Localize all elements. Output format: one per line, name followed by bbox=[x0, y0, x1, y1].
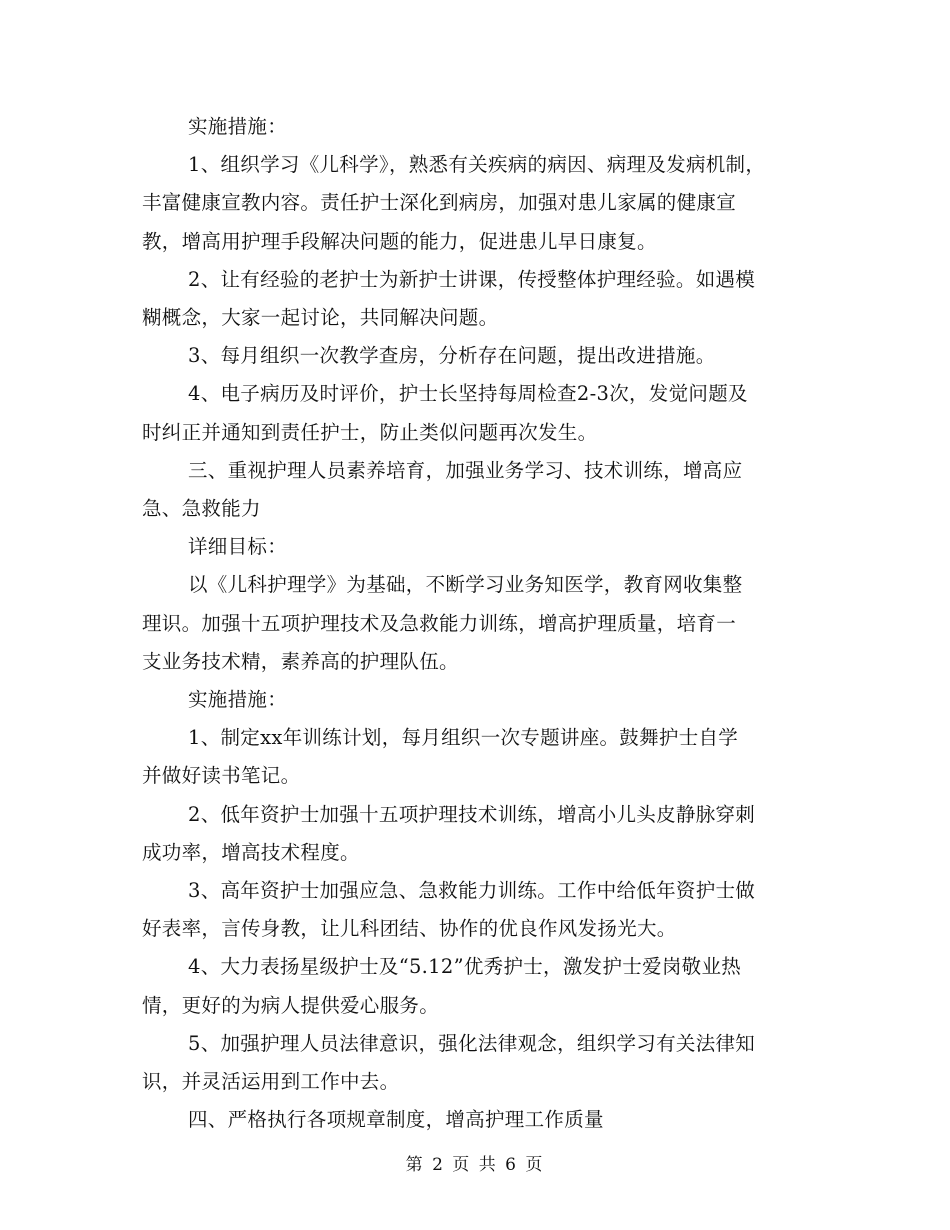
text-line: 5、加强护理人员法律意识，强化法律观念，组织学习有关法律知 bbox=[188, 1031, 756, 1055]
text-line: 四、严格执行各项规章制度，增高护理工作质量 bbox=[188, 1108, 604, 1132]
text-line: 糊概念，大家一起讨论，共同解决问题。 bbox=[142, 306, 499, 330]
text-line: 识，并灵活运用到工作中去。 bbox=[142, 1070, 400, 1094]
text-line: 1、组织学习《儿科学》，熟悉有关疾病的病因、病理及发病机制， bbox=[188, 153, 766, 177]
text-line: 1、制定xx年训练计划，每月组织一次专题讲座。鼓舞护士自学 bbox=[188, 726, 739, 750]
document-body bbox=[142, 108, 802, 1139]
text-line: 实施措施： bbox=[188, 688, 288, 712]
text-line: 好表率，言传身教，让儿科团结、协作的优良作风发扬光大。 bbox=[142, 917, 677, 941]
text-line: 3、每月组织一次教学查房，分析存在问题，提出改进措施。 bbox=[188, 344, 716, 368]
text-line: 急、急救能力 bbox=[142, 497, 261, 521]
text-line: 支业务技术精，素养高的护理队伍。 bbox=[142, 649, 459, 673]
text-line: 2、让有经验的老护士为新护士讲课，传授整体护理经验。如遇模 bbox=[188, 267, 756, 291]
text-line: 实施措施： bbox=[188, 115, 288, 138]
text-line: 三、重视护理人员素养培育，加强业务学习、技术训练，增高应 bbox=[188, 458, 743, 482]
text-line: 理识。加强十五项护理技术及急救能力训练，增高护理质量，培育一 bbox=[142, 611, 737, 635]
text-line: 成功率，增高技术程度。 bbox=[142, 840, 360, 864]
text-line: 并做好读书笔记。 bbox=[142, 764, 301, 788]
text-line: 教，增高用护理手段解决问题的能力，促进患儿早日康复。 bbox=[142, 229, 657, 253]
text-line: 丰富健康宣教内容。责任护士深化到病房，加强对患儿家属的健康宣 bbox=[142, 191, 737, 215]
text-line: 4、电子病历及时评价，护士长坚持每周检查2-3次，发觉问题及 bbox=[188, 382, 748, 406]
page-number-footer: 第 2 页 共 6 页 bbox=[405, 1155, 545, 1175]
text-line: 3、高年资护士加强应急、急救能力训练。工作中给低年资护士做 bbox=[188, 879, 756, 903]
text-line: 情，更好的为病人提供爱心服务。 bbox=[142, 993, 440, 1017]
text-line: 以《儿科护理学》为基础，不断学习业务知医学，教育网收集整 bbox=[188, 573, 743, 597]
text-line: 4、大力表扬星级护士及“5.12”优秀护士，激发护士爱岗敬业热 bbox=[188, 955, 742, 979]
text-line: 2、低年资护士加强十五项护理技术训练，增高小儿头皮静脉穿刺 bbox=[188, 802, 756, 826]
text-line: 时纠正并通知到责任护士，防止类似问题再次发生。 bbox=[142, 420, 598, 444]
text-line: 详细目标： bbox=[188, 535, 288, 559]
